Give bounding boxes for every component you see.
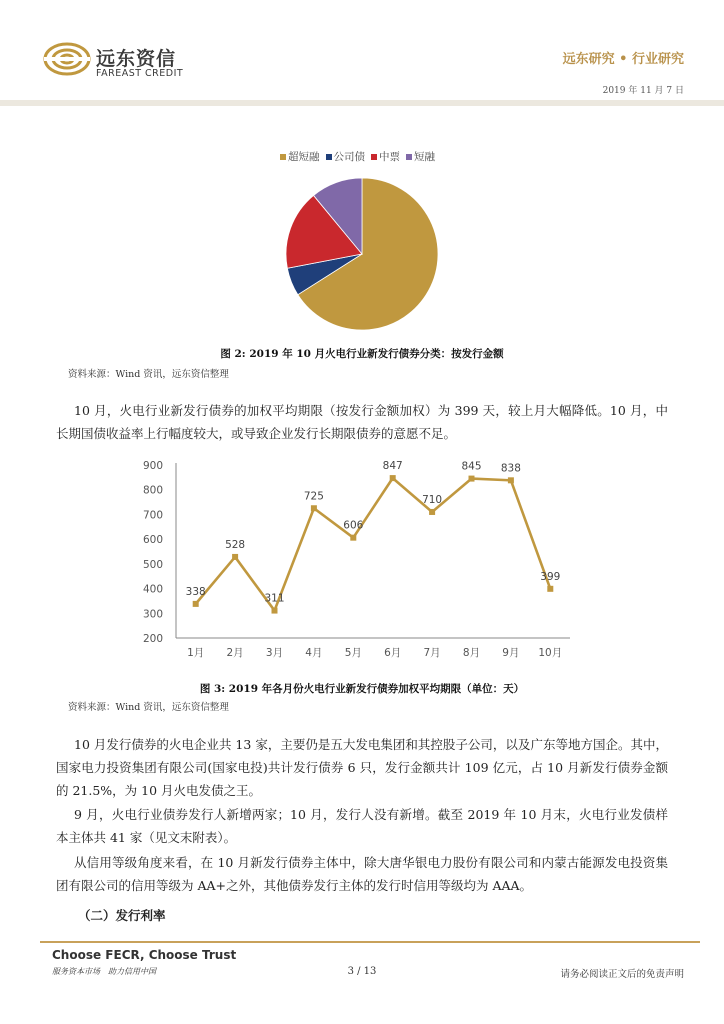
series-line (196, 478, 551, 610)
data-point (311, 505, 317, 511)
figure-3-source: 资料来源：Wind 资讯，远东资信整理 (68, 702, 229, 713)
figure-2-source: 资料来源：Wind 资讯，远东资信整理 (68, 369, 229, 380)
paragraph-issuers: 10 月发行债券的火电企业共 13 家，主要仍是五大发电集团和其控股子公司，以及广东等地方国企。其中，国家电力投资集团有限公司(国家电投)共计发行债券 6 只，发行金额共计 109 亿元，占 10 月新发行债券金额的 21.5%，为 10 月火电发债之王。 (56, 737, 668, 798)
page-number: 3 / 13 (347, 966, 377, 977)
y-tick-label: 500 (142, 558, 163, 571)
data-label: 606 (343, 519, 364, 532)
x-tick-label: 5月 (344, 647, 362, 659)
line-chart (130, 452, 580, 667)
y-tick-label: 300 (142, 608, 163, 621)
data-label: 399 (540, 570, 561, 583)
legend-label: 短融 (414, 151, 435, 163)
paragraph-new-issuers: 9 月，火电行业债券发行人新增两家；10 月，发行人没有新增。截至 2019 年 10 月末，火电行业发债样本主体共 41 家（见文末附表）。 (56, 807, 668, 845)
data-label: 311 (264, 592, 285, 605)
header-divider (0, 100, 724, 106)
figure-3-caption: 图 3: 2019 年各月份火电行业新发行债券加权平均期限（单位：天） (199, 683, 525, 695)
paragraph-maturity: 10 月，火电行业新发行债券的加权平均期限（按发行金额加权）为 399 天，较上月大幅降低。10 月，中长期国债收益率上行幅度较大，或导致企业发行长期限债券的意愿不足。 (56, 403, 668, 441)
logo-name-cn: 远东资信 (96, 48, 177, 70)
data-label: 845 (461, 460, 482, 473)
data-point (508, 477, 514, 483)
data-label: 528 (225, 538, 246, 551)
figure-2-caption: 图 2: 2019 年 10 月火电行业新发行债券分类：按发行金额 (220, 348, 504, 360)
legend-swatch (326, 154, 332, 160)
x-tick-label: 6月 (384, 647, 402, 659)
data-point (390, 475, 396, 481)
y-tick-label: 800 (142, 484, 163, 497)
section-heading-issue-rate: （二）发行利率 (78, 908, 166, 923)
pie-chart (280, 172, 444, 336)
legend-item (406, 149, 435, 164)
y-tick-label: 200 (142, 633, 163, 645)
legend-label: 公司债 (333, 151, 365, 163)
legend-item (280, 149, 320, 164)
data-label: 838 (500, 462, 521, 475)
data-point (272, 608, 278, 614)
legend-label: 中票 (379, 151, 400, 163)
data-label: 338 (185, 585, 206, 598)
y-tick-label: 900 (142, 460, 163, 472)
report-date: 2019 年 11 月 7 日 (602, 86, 684, 96)
legend-swatch (280, 154, 286, 160)
report-section: 远东研究 • 行业研究 (562, 52, 684, 67)
logo-name-en: FAREAST CREDIT (96, 68, 184, 79)
footer-divider (40, 941, 700, 943)
legend-item (371, 149, 400, 164)
y-tick-label: 600 (142, 534, 163, 547)
legend-swatch (371, 154, 377, 160)
data-point (193, 601, 199, 607)
x-tick-label: 7月 (423, 647, 441, 659)
data-point (232, 554, 238, 560)
data-point (547, 586, 553, 592)
disclaimer-note: 请务必阅读正文后的免责声明 (560, 969, 684, 980)
x-tick-label: 1月 (187, 647, 205, 659)
x-tick-label: 2月 (226, 647, 244, 659)
x-tick-label: 10月 (538, 647, 563, 659)
data-point (429, 509, 435, 515)
paragraph-credit-rating: 从信用等级角度来看，在 10 月新发行债券主体中，除大唐华银电力股份有限公司和内蒙古能源发电投资集团有限公司的信用等级为 AA+之外，其他债券发行主体的发行时信用等级均为 AAA。 (56, 855, 668, 893)
legend-label: 超短融 (288, 151, 320, 163)
data-point (350, 535, 356, 541)
pie-legend (280, 149, 435, 164)
x-tick-label: 9月 (502, 647, 520, 659)
data-label: 710 (422, 493, 443, 506)
data-point (469, 476, 475, 482)
legend-item (326, 149, 366, 164)
y-tick-label: 400 (142, 583, 163, 596)
y-tick-label: 700 (142, 509, 163, 522)
x-tick-label: 8月 (462, 647, 481, 659)
fareast-logo-icon (42, 40, 92, 78)
footer-slogan: Choose FECR, Choose Trust (52, 948, 237, 962)
x-tick-label: 4月 (305, 647, 323, 659)
x-tick-label: 3月 (265, 647, 284, 659)
legend-swatch (406, 154, 412, 160)
data-label: 725 (303, 490, 324, 503)
footer-subtitle: 服务资本市场 助力信用中国 (52, 967, 156, 976)
data-label: 847 (382, 460, 403, 473)
